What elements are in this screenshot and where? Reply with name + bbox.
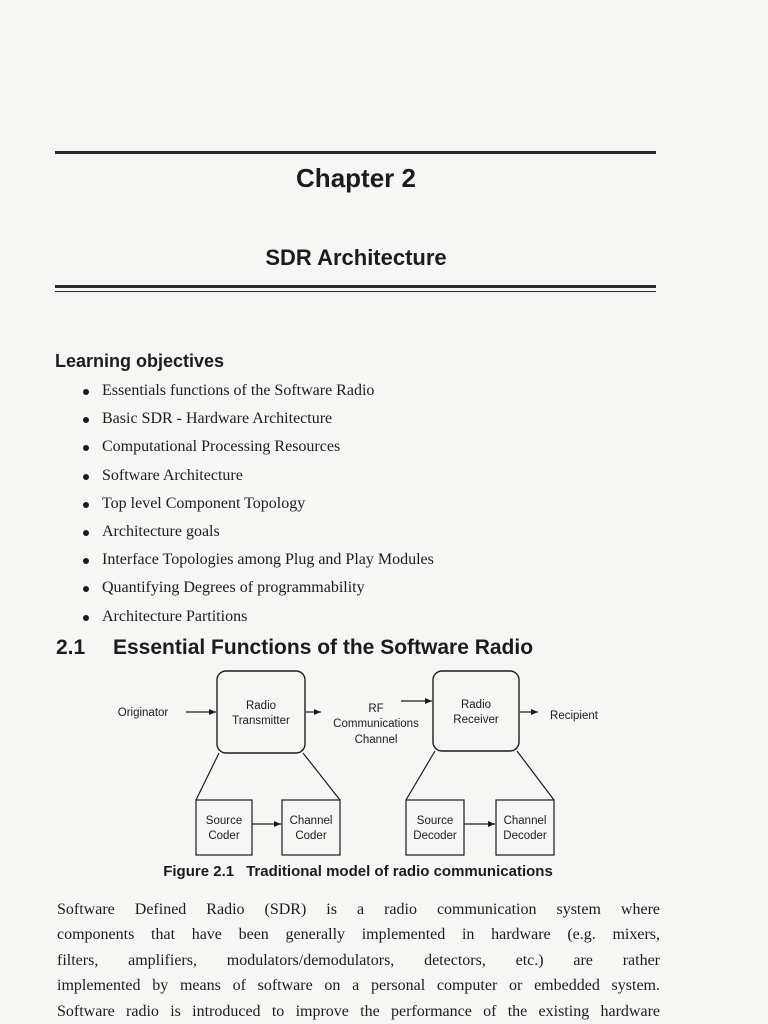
body-line: Software Defined Radio (SDR) is a radio communication system where xyxy=(57,901,660,918)
list-item: Basic SDR - Hardware Architecture xyxy=(83,408,434,436)
list-item: Top level Component Topology xyxy=(83,493,434,521)
channel-label-2: Communications xyxy=(333,718,419,730)
receiver-label-2: Receiver xyxy=(453,714,499,726)
section-number: 2.1 xyxy=(56,636,86,659)
funnel-line xyxy=(406,751,435,800)
funnel-line xyxy=(303,753,340,800)
funnel-line xyxy=(517,751,554,800)
radio-transmitter-box xyxy=(217,671,305,753)
chapter-label: Chapter 2 xyxy=(296,163,416,193)
transmitter-label-1: Radio xyxy=(245,700,277,712)
list-item: Essentials functions of the Software Radio xyxy=(83,380,434,408)
list-item: Software Architecture xyxy=(83,465,434,493)
channel-coder-box xyxy=(282,800,340,855)
chapter-title: SDR Architecture xyxy=(265,245,447,270)
chapter-bottom-rule-thick xyxy=(55,285,656,288)
channel-decoder-box xyxy=(496,800,554,855)
learning-objectives-heading: Learning objectives xyxy=(55,351,225,371)
source-decoder-box xyxy=(406,800,464,855)
source-coder-label-1: Source xyxy=(205,815,243,827)
list-item: Architecture Partitions xyxy=(83,606,434,634)
radio-communications-diagram xyxy=(100,664,620,860)
section-title: Essential Functions of the Software Radio xyxy=(113,636,534,659)
radio-receiver-box xyxy=(433,671,519,751)
body-paragraph xyxy=(57,897,660,1024)
body-line: components that have been generally implemented in hardware (e.g. mixers, xyxy=(57,926,660,944)
source-coder-label-2: Coder xyxy=(208,830,240,842)
body-line: implemented by means of software on a personal computer or embedded system. xyxy=(57,977,660,995)
figure-caption-text: Traditional model of radio communications xyxy=(246,863,553,880)
list-item: Interface Topologies among Plug and Play Modules xyxy=(83,549,434,577)
list-item: Computational Processing Resources xyxy=(83,436,434,464)
source-decoder-label-2: Decoder xyxy=(413,830,457,842)
funnel-line xyxy=(196,753,219,800)
channel-decoder-label-1: Channel xyxy=(503,815,547,827)
transmitter-label-2: Transmitter xyxy=(232,715,290,727)
source-coder-box xyxy=(196,800,252,855)
body-line: Software radio is introduced to improve the performance of the existing hardware xyxy=(57,1002,660,1020)
channel-label-3: Channel xyxy=(354,734,398,746)
source-decoder-label-1: Source xyxy=(416,815,454,827)
originator-label: Originator xyxy=(117,707,169,719)
channel-coder-label-2: Coder xyxy=(295,830,327,842)
chapter-bottom-rule-thin xyxy=(55,291,656,292)
list-item: Architecture goals xyxy=(83,521,434,549)
channel-label-1: RF xyxy=(368,703,384,715)
chapter-top-rule xyxy=(55,151,656,154)
figure-caption-number: Figure 2.1 xyxy=(163,863,235,880)
learning-objectives-list xyxy=(83,380,434,634)
receiver-label-1: Radio xyxy=(460,699,492,711)
body-line: filters, amplifiers, modulators/demodulators, detectors, etc.) are rather xyxy=(57,951,660,969)
channel-coder-label-1: Channel xyxy=(289,815,333,827)
section-heading xyxy=(56,636,533,660)
channel-decoder-label-2: Decoder xyxy=(503,830,547,842)
list-item: Quantifying Degrees of programmability xyxy=(83,577,434,605)
recipient-label: Recipient xyxy=(550,710,598,722)
figure-caption xyxy=(0,863,716,880)
